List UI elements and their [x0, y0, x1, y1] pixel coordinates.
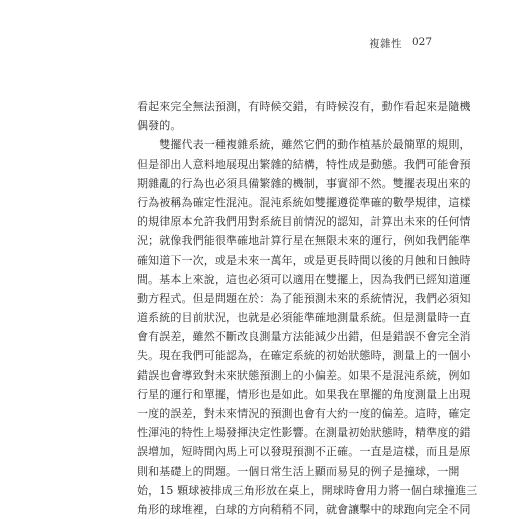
text-line: 偶發的。 [137, 119, 182, 133]
text-line: 錯誤也會導致對未來狀態預測上的小偏差。如果不是混沌系統，例如 [137, 368, 471, 382]
text-line: 角形的球堆裡，白球的方向稍稍不同，就會讓擊中的球跑向完全不同 [137, 502, 471, 516]
text-line: 期雜亂的行為也必須具備繁雜的機制，事實卻不然。雙擺表現出來的 [137, 176, 471, 190]
text-line: 則和基礎上的問題。一個日常生活上顯而易見的例子是撞球，一開 [137, 464, 460, 478]
text-line: 道系統的目前狀況，也就是必須能準確地測量系統。但是測量時一直 [137, 311, 471, 325]
text-line: 間。基本上來說，這也必須可以適用在雙擺上，因為我們已經知道運 [137, 272, 471, 286]
text-line: 行為被稱為確定性混沌。混沌系統如雙擺遵從準確的數學規律，這樣 [137, 195, 471, 209]
text-line: 確知道下一次，或是未來一萬年，或是更長時間以後的月蝕和日蝕時 [137, 253, 471, 267]
text-line: 雙擺代表一種複雜系統，雖然它們的動作植基於最簡單的規則， [137, 138, 471, 152]
text-line: 誤增加，短時間內馬上可以發現預測不正確。一直是這樣，而且是原 [137, 445, 471, 459]
text-line: 會有誤差，雖然不斷改良測量方法能減少出錯，但是錯誤不會完全消 [137, 330, 471, 344]
text-line: 的規律原本允許我們用對系統目前情況的認知，計算出未來的任何情 [137, 215, 471, 229]
running-head-title: 複雜性 [369, 38, 402, 50]
text-line: 動方程式。但是問題在於：為了能預測未來的系統情況，我們必須知 [137, 291, 471, 305]
page-number: 027 [412, 36, 433, 48]
text-line: 看起來完全無法預測，有時候交錯，有時候沒有，動作看起來是隨機 [137, 100, 471, 113]
text-line: 始，15 顆球被排成三角形放在桌上，開球時會用力將一個白球撞進三 [137, 483, 478, 497]
text-line: 況；就像我們能很準確地計算行星在無限未來的運行，例如我們能準 [137, 234, 471, 248]
text-line: 行星的運行和單擺，情形也是如此。如果我在單擺的角度測量上出現 [137, 387, 471, 401]
body-text [137, 97, 478, 519]
text-line: 失。現在我們可能認為，在確定系統的初始狀態時，測量上的一個小 [137, 349, 471, 363]
text-line: 性渾沌的特性上場發揮決定性影響。在測量初始狀態時，精準度的錯 [137, 426, 471, 440]
text-line: 一度的誤差，對未來情況的預測也會有大約一度的偏差。這時，確定 [137, 407, 471, 420]
text-line: 但是卻出人意料地展現出繁雜的結構，特性成是動態。我們可能會預 [137, 157, 471, 171]
